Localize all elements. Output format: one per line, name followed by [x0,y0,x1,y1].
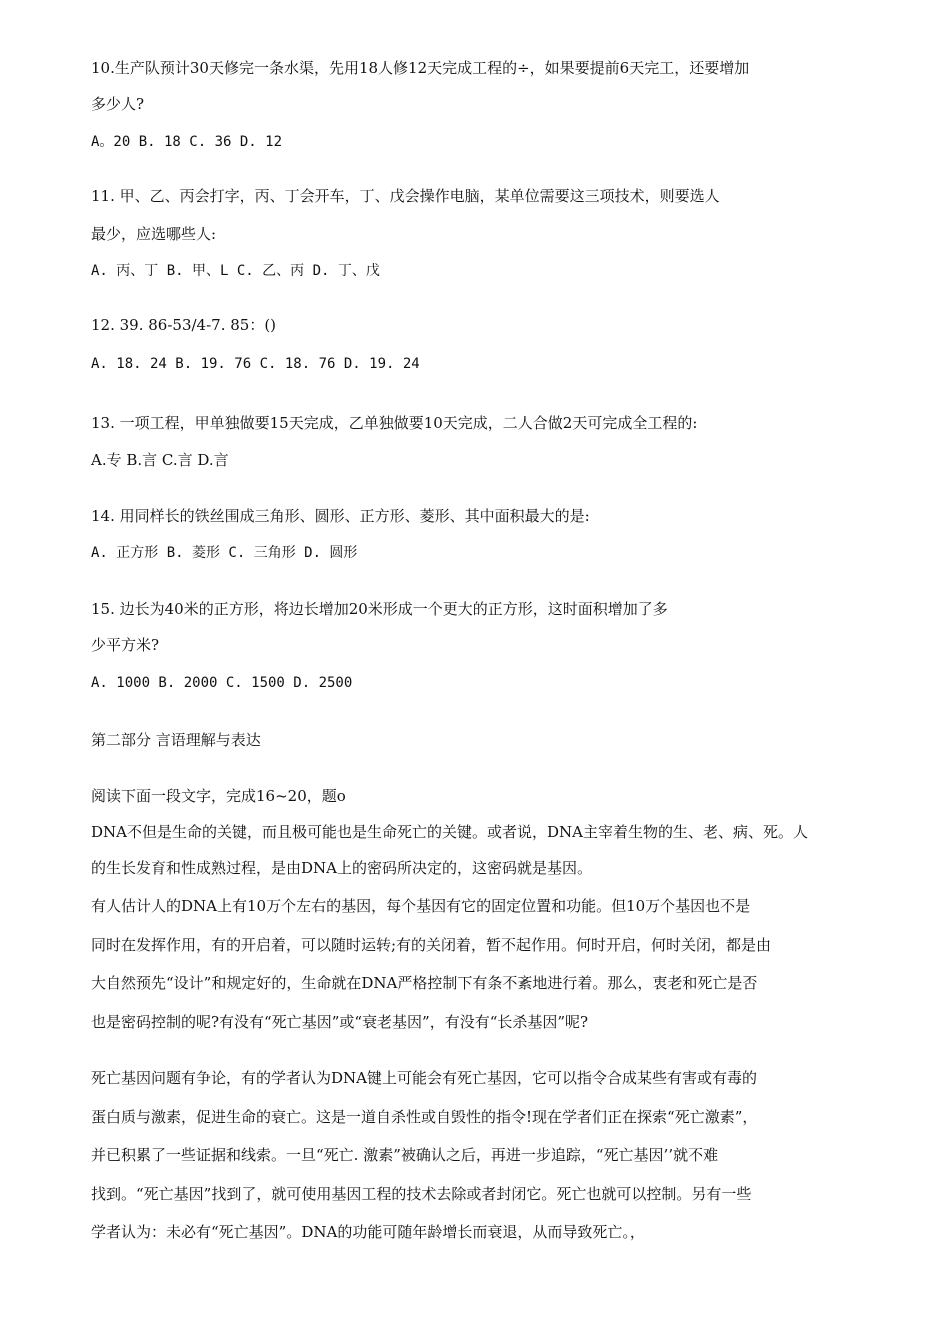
question-10-options: A。20 B. 18 C. 36 D. 12 [91,134,283,150]
question-11-line-1: 11. 甲、乙、丙会打字，丙、丁会开车，丁、戊会操作电脑，某单位需要这三项技术，则要选人 [91,187,720,205]
passage-p2-line-3: 大自然预先“设计”和规定好的，生命就在DNA严格控制下有条不紊地进行着。那么，衷老和死亡是否 [91,974,758,992]
passage-p1-line-2: 的生长发育和性成熟过程，是由DNA上的密码所决定的，这密码就是基因。 [91,859,592,877]
question-13-line-1: 13. 一项工程，甲单独做要15天完成，乙单独做要10天完成，二人合做2天可完成全工程的: [91,414,698,432]
question-15-line-2: 少平方米? [91,636,160,654]
question-13-options: A.专 B.言 C.言 D.言 [91,451,229,469]
question-15-options: A. 1000 B. 2000 C. 1500 D. 2500 [91,675,353,691]
question-14-options: A. 正方形 B. 菱形 C. 三角形 D. 圆形 [91,545,358,561]
passage-p3-line-2: 蛋白质与激素，促进生命的衰亡。这是一道自杀性或自毁性的指令!现在学者们正在探索“死亡激素”， [91,1108,758,1126]
question-15-line-1: 15. 边长为40米的正方形，将边长增加20米形成一个更大的正方形，这时面积增加了多 [91,600,668,618]
passage-p2-line-4: 也是密码控制的呢?有没有“死亡基因”或“衰老基因”，有没有“长杀基因”呢? [91,1013,589,1031]
passage-p3-line-3: 并已积累了一些证据和线索。一旦“死亡. 激素”被确认之后，再进一步追踪，“死亡基因’’就不难 [91,1146,719,1164]
question-14-line-1: 14. 用同样长的铁丝围成三角形、圆形、正方形、菱形、其中面积最大的是: [91,507,590,525]
question-12-line-1: 12. 39. 86-53/4-7. 85：() [91,316,277,334]
passage-p2-line-2: 同时在发挥作用，有的开启着，可以随时运转;有的关闭着，暂不起作用。何时开启，何时关闭，都是由 [91,936,772,954]
question-10-line-2: 多少人? [91,95,145,113]
section-title: 第二部分 言语理解与表达 [91,731,261,749]
question-11-options: A. 丙、丁 B. 甲、L C. 乙、丙 D. 丁、戊 [91,263,380,279]
passage-p1-line-1: DNA不但是生命的关键，而且极可能也是生命死亡的关键。或者说，DNA主宰着生物的生、老、病、死。人 [91,823,808,841]
question-12-options: A. 18. 24 B. 19. 76 C. 18. 76 D. 19. 24 [91,356,420,372]
passage-p3-line-1: 死亡基因问题有争论，有的学者认为DNA键上可能会有死亡基因，它可以指令合成某些有害或有毒的 [91,1069,757,1087]
passage-p3-line-4: 找到。“死亡基因”找到了，就可使用基因工程的技术去除或者封闭它。死亡也就可以控制。另有一些 [91,1185,752,1203]
reading-instruction: 阅读下面一段文字，完成16~20，题o [91,787,346,805]
passage-p3-line-5: 学者认为：未必有“死亡基因”。DNA的功能可随年龄增长而衰退，从而导致死亡。， [91,1223,645,1241]
passage-p2-line-1: 有人估计人的DNA上有10万个左右的基因，每个基因有它的固定位置和功能。但10万个基因也不是 [91,897,751,915]
question-11-line-2: 最少，应选哪些人: [91,225,217,243]
question-10-line-1: 10.生产队预计30天修完一条水渠，先用18人修12天完成工程的÷，如果要提前6天完工，还要增加 [91,59,750,77]
